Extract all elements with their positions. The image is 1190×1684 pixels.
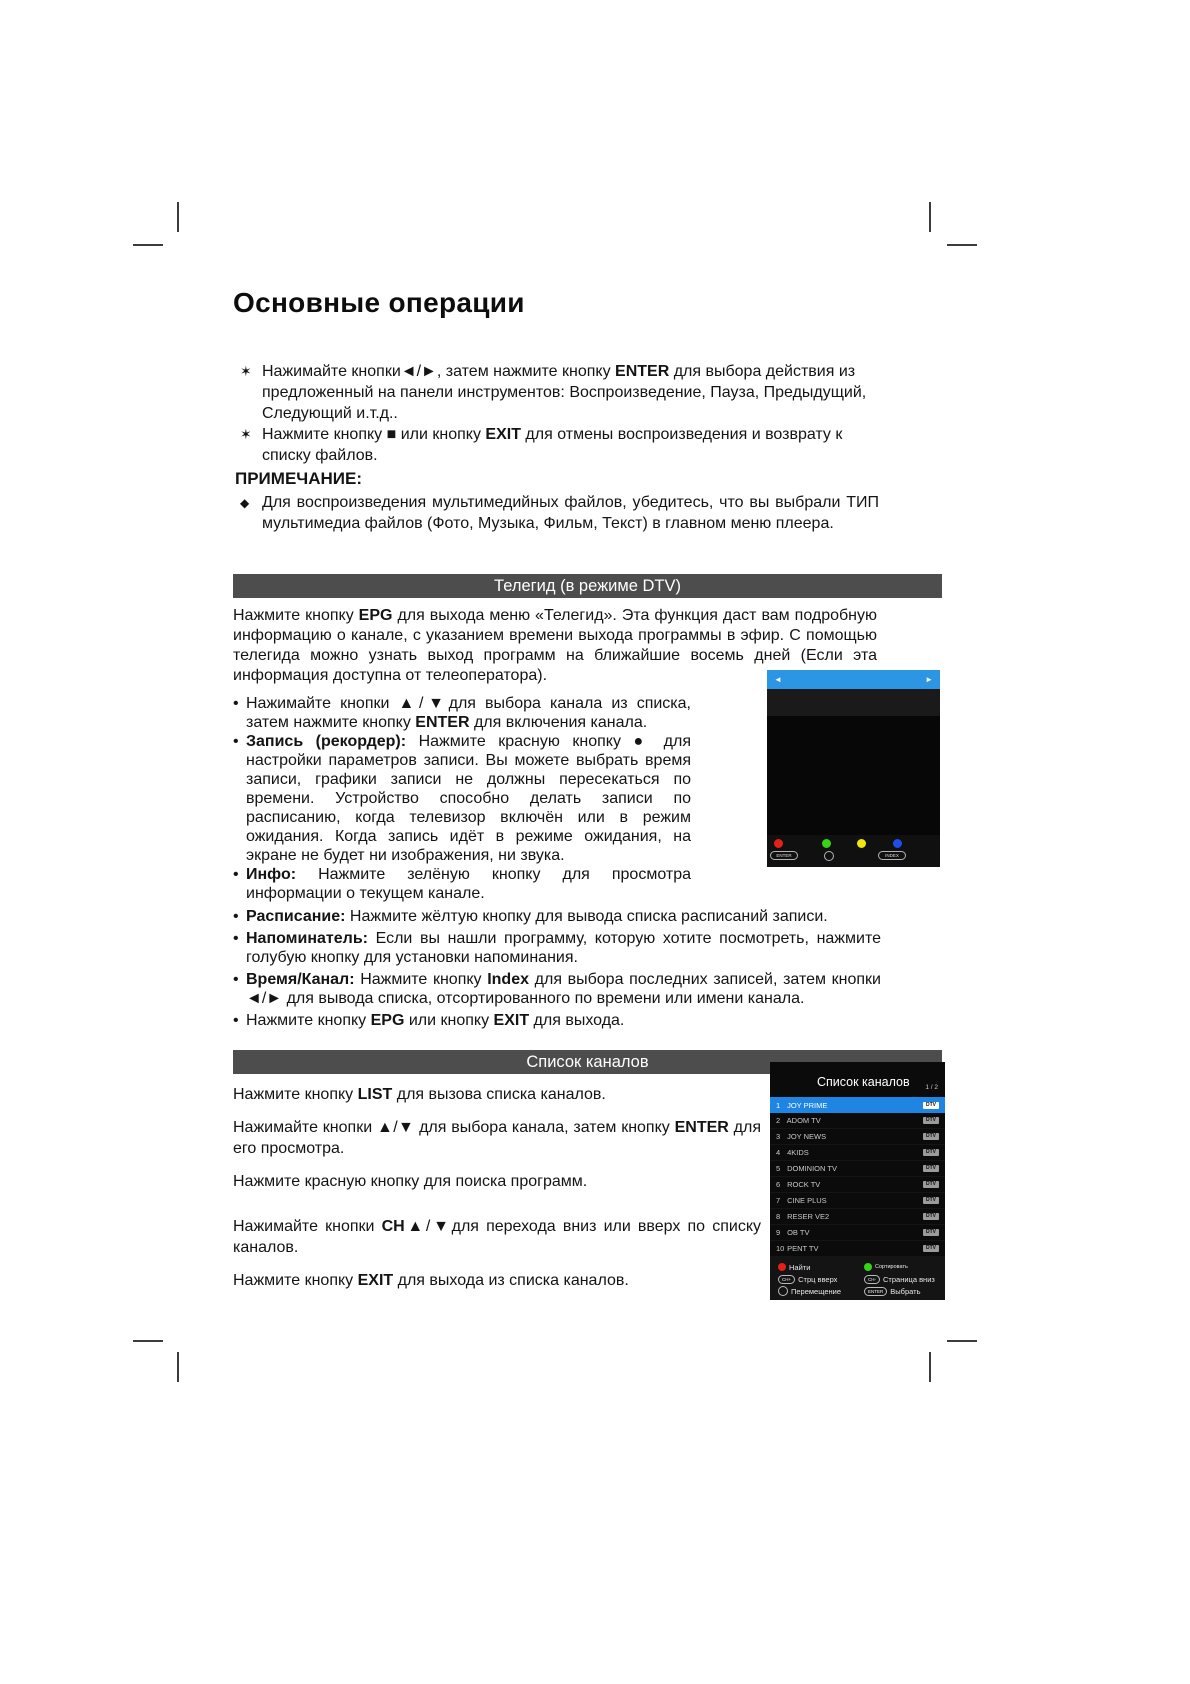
epg-date-nav-bar bbox=[767, 670, 940, 689]
channel-label: 10 PENT TV bbox=[776, 1244, 819, 1253]
channel-list-header bbox=[770, 1062, 945, 1097]
dtv-badge: DTV bbox=[923, 1229, 939, 1236]
dtv-badge: DTV bbox=[923, 1149, 939, 1156]
legend-page-down-label: Страница вниз bbox=[883, 1274, 935, 1284]
nav-circle-icon bbox=[824, 851, 834, 861]
channel-row bbox=[770, 1241, 945, 1257]
crop-mark-bottom-right-h bbox=[947, 1340, 977, 1342]
epg-bullet-text: Нажимайте кнопки ▲/▼для выбора канала из списка, затем нажмите кнопку ENTER для включения канала. bbox=[246, 695, 691, 731]
legend-move-label: Перемещение bbox=[791, 1286, 841, 1296]
bullet-icon: • bbox=[233, 1012, 239, 1029]
epg-bullet-text: Запись (рекордер): Нажмите красную кнопку ● для настройки параметров записи. Вы можете выбрать время записи, графики записи не должны пересекаться по времени. Устройство способно делать записи по расписанию, когда телевизор включён или в режим ожидания. Когда запись идёт в режиме ожидания, на экране не будет ни изображения, ни звука. bbox=[246, 733, 692, 864]
epg-bullet-text: Расписание: Нажмите жёлтую кнопку для вывода списка расписаний записи. bbox=[246, 908, 828, 925]
enter-key-icon: ENTER bbox=[864, 1287, 887, 1296]
bullet-icon: • bbox=[233, 866, 239, 883]
epg-intro-paragraph: Нажмите кнопку EPG для выхода меню «Телегид». Эта функция даст вам подробную информацию о канале, с указанием времени выхода программы в эфир. С помощью телегида можно узнать выход программ на ближайшие восемь дней (Если эта информация доступна от телеоператора). bbox=[233, 607, 878, 684]
epg-bullet-list bbox=[233, 694, 691, 903]
epg-wide-bullet-list bbox=[233, 907, 881, 1030]
bullet-icon: • bbox=[233, 930, 239, 947]
channel-list-screenshot bbox=[770, 1062, 945, 1300]
list-paragraph: Нажмите красную кнопку для поиска программ. bbox=[233, 1173, 588, 1190]
list-paragraph: Нажмите кнопку LIST для вызова списка каналов. bbox=[233, 1086, 606, 1103]
bullet-icon: • bbox=[233, 695, 239, 712]
left-arrow-icon: ◄ bbox=[774, 675, 782, 684]
epg-bullet bbox=[233, 929, 881, 967]
epg-channel-band bbox=[767, 689, 940, 716]
list-paragraph: Нажмите кнопку EXIT для выхода из списка каналов. bbox=[233, 1272, 629, 1289]
note-bullet bbox=[233, 492, 879, 534]
dtv-badge: DTV bbox=[923, 1245, 939, 1252]
epg-screenshot bbox=[767, 670, 940, 867]
crop-mark-top-left-v bbox=[177, 202, 179, 232]
ch-plus-key-icon: CH+ bbox=[778, 1275, 795, 1284]
epg-bullet bbox=[233, 970, 881, 1008]
channel-label: 2 ADOM TV bbox=[776, 1116, 821, 1125]
list-paragraph: Нажимайте кнопки ▲/▼ для выбора канала, затем кнопку ENTER для его просмотра. bbox=[233, 1119, 762, 1157]
epg-bullet-text: Нажмите кнопку EPG или кнопку EXIT для выхода. bbox=[246, 1012, 625, 1029]
channel-list-legend bbox=[770, 1257, 945, 1300]
dtv-badge: DTV bbox=[923, 1117, 939, 1124]
yellow-dot-icon bbox=[857, 839, 866, 848]
epg-bullet-text: Инфо: Нажмите зелёную кнопку для просмотра информации о текущем канале. bbox=[246, 866, 691, 902]
star-bullet-icon: ✶ bbox=[240, 426, 252, 442]
dtv-badge: DTV bbox=[923, 1197, 939, 1204]
diamond-bullet-icon: ◆ bbox=[240, 496, 250, 510]
legend-page-up-label: Стрц вверх bbox=[798, 1274, 838, 1284]
channel-list-paragraphs bbox=[233, 1084, 761, 1291]
crop-mark-bottom-left-h bbox=[133, 1340, 163, 1342]
nav-circle-icon bbox=[778, 1286, 788, 1296]
red-dot-icon bbox=[774, 839, 783, 848]
page-content bbox=[233, 287, 942, 1334]
page-indicator: 1 / 2 bbox=[925, 1084, 938, 1091]
epg-bullet bbox=[233, 1011, 881, 1030]
crop-mark-top-right-v bbox=[929, 202, 931, 232]
epg-bullet-text: Время/Канал: Нажмите кнопку Index для выбора последних записей, затем кнопки ◄/► для вывода списка, отсортированного по времени или имени канала. bbox=[246, 971, 881, 1007]
section-header-epg: Телегид (в режиме DTV) bbox=[233, 574, 942, 598]
epg-bullet-text: Напоминатель: Если вы нашли программу, которую хотите посмотреть, нажмите голубую кнопку для установки напоминания. bbox=[246, 930, 881, 966]
bullet-icon: • bbox=[233, 733, 239, 750]
channel-list-title: Список каналов bbox=[817, 1075, 910, 1089]
bullet-icon: • bbox=[233, 971, 239, 988]
star-bullet-icon: ✶ bbox=[240, 363, 252, 379]
legend-move bbox=[778, 1281, 864, 1302]
dtv-badge: DTV bbox=[923, 1102, 939, 1109]
channel-label: 8 RESER VE2 bbox=[776, 1212, 830, 1221]
channel-list-two-column-region bbox=[233, 1075, 942, 1334]
channel-label: 6 ROCK TV bbox=[776, 1180, 821, 1189]
channel-label: 4 4KIDS bbox=[776, 1148, 809, 1157]
legend-select bbox=[864, 1281, 939, 1302]
epg-key-legend bbox=[767, 835, 940, 867]
right-arrow-icon: ► bbox=[925, 675, 933, 684]
crop-mark-top-left-h bbox=[133, 244, 163, 246]
epg-bullet bbox=[233, 907, 881, 926]
channel-label: 9 OB TV bbox=[776, 1228, 810, 1237]
channel-rows bbox=[770, 1097, 945, 1257]
index-key-icon: INDEX bbox=[878, 851, 906, 860]
star-bullet bbox=[233, 361, 879, 424]
star-bullet-text: Нажмите кнопку ■ или кнопку EXIT для отмены воспроизведения и возврату к списку файлов. bbox=[262, 426, 843, 464]
enter-key-icon: ENTER bbox=[770, 851, 798, 860]
channel-label: 7 CINE PLUS bbox=[776, 1196, 827, 1205]
bullet-icon: • bbox=[233, 908, 239, 925]
crop-mark-bottom-right-v bbox=[929, 1352, 931, 1382]
star-bullet bbox=[233, 424, 879, 466]
legend-find-label: Найти bbox=[789, 1262, 811, 1272]
list-paragraph: Нажимайте кнопки CH▲/▼для перехода вниз или вверх по списку каналов. bbox=[233, 1218, 761, 1256]
crop-mark-top-right-h bbox=[947, 244, 977, 246]
epg-bullet bbox=[233, 732, 691, 865]
legend-sort-label: Сортировать bbox=[875, 1263, 908, 1270]
epg-bullet bbox=[233, 865, 691, 903]
blue-dot-icon bbox=[893, 839, 902, 848]
section-header-channel-list: Список каналов bbox=[233, 1050, 942, 1074]
legend-select-label: Выбрать bbox=[890, 1286, 921, 1296]
ch-minus-key-icon: CH- bbox=[864, 1275, 880, 1284]
channel-label: 5 DOMINION TV bbox=[776, 1164, 837, 1173]
green-dot-icon bbox=[822, 839, 831, 848]
crop-mark-bottom-left-v bbox=[177, 1352, 179, 1382]
page-title: Основные операции bbox=[233, 287, 525, 318]
dtv-badge: DTV bbox=[923, 1165, 939, 1172]
note-bullet-text: Для воспроизведения мультимедийных файлов, убедитесь, что вы выбрали ТИП мультимедиа файлов (Фото, Музыка, Фильм, Текст) в главном меню плеера. bbox=[262, 494, 879, 532]
epg-two-column-region bbox=[233, 675, 942, 903]
dtv-badge: DTV bbox=[923, 1213, 939, 1220]
dtv-badge: DTV bbox=[923, 1181, 939, 1188]
channel-label: 3 JOY NEWS bbox=[776, 1132, 827, 1141]
epg-program-grid bbox=[767, 716, 940, 835]
note-heading: ПРИМЕЧАНИЕ: bbox=[235, 469, 362, 488]
dtv-badge: DTV bbox=[923, 1133, 939, 1140]
epg-bullet bbox=[233, 694, 691, 732]
channel-label: 1 JOY PRIME bbox=[776, 1100, 828, 1110]
star-bullet-text: Нажимайте кнопки◄/►, затем нажмите кнопку ENTER для выбора действия из предложенный на панели инструментов: Воспроизведение, Пауза, Предыдущий, Следующий и.т.д.. bbox=[262, 363, 867, 422]
